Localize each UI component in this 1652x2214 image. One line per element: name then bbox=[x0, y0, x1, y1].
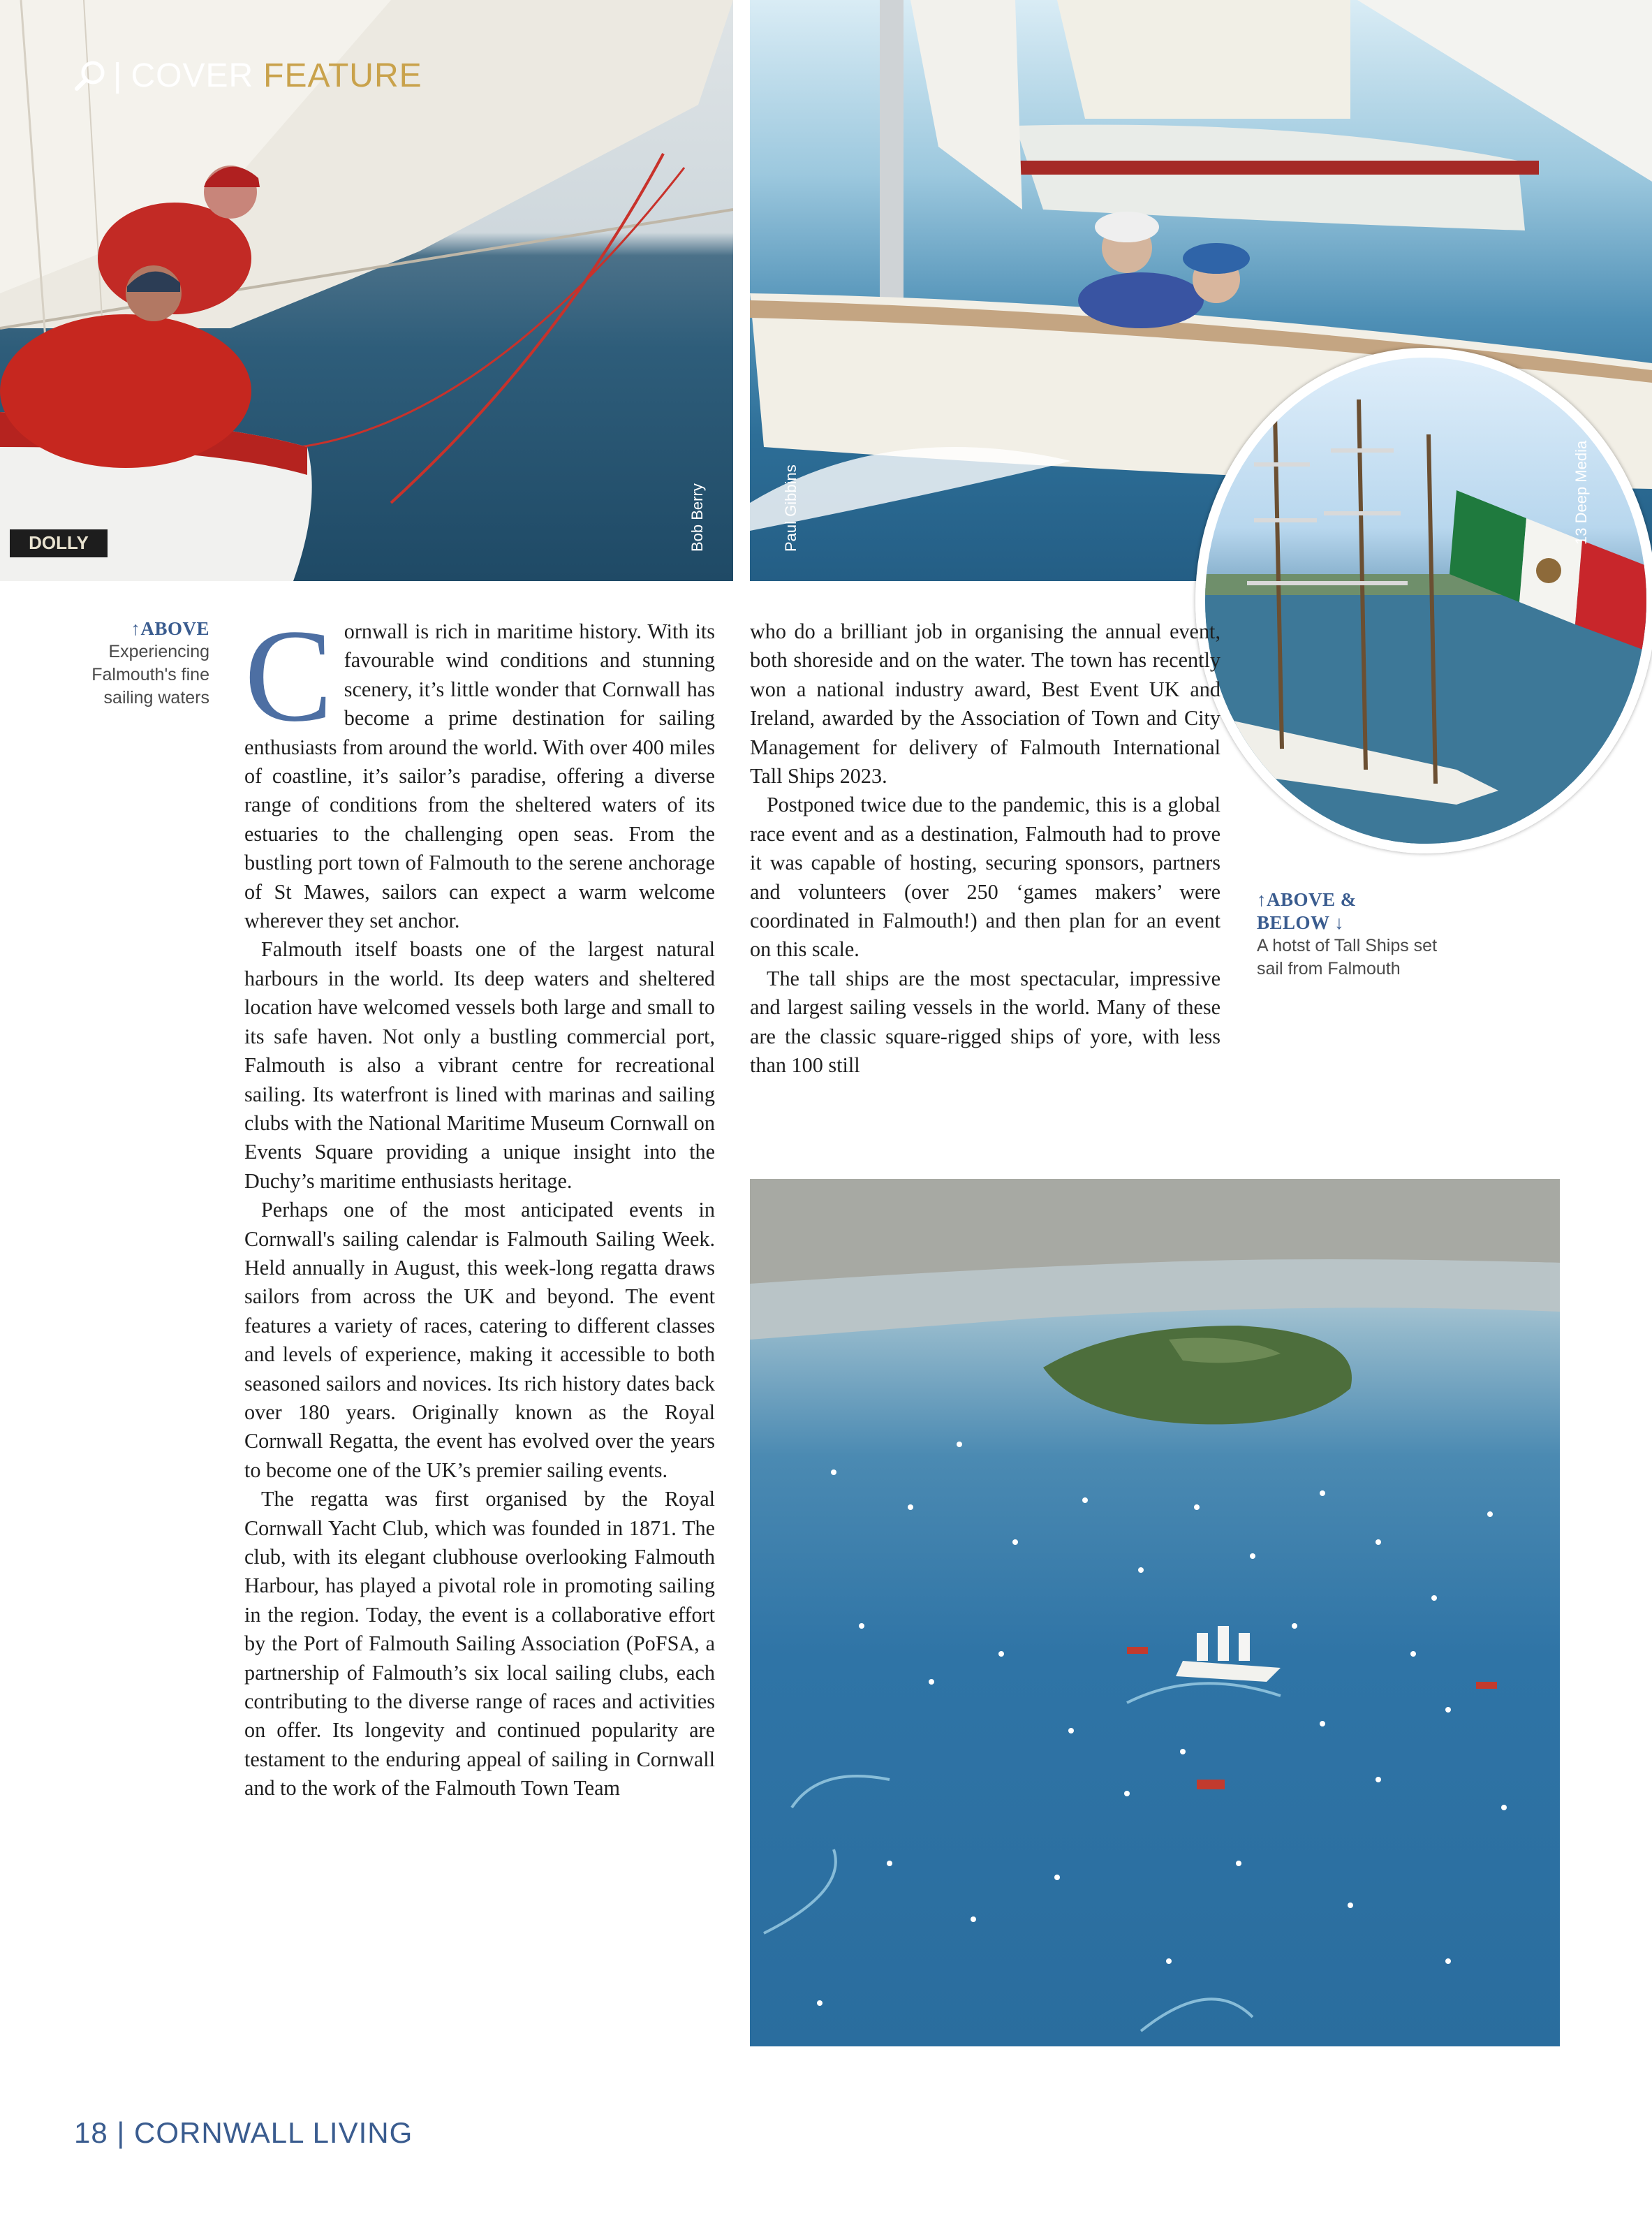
arrow-down-icon: ↓ bbox=[1329, 912, 1345, 933]
photo-credit-13-deep-media: 13 Deep Media bbox=[1572, 440, 1590, 545]
caption-left-head: ABOVE bbox=[140, 618, 209, 639]
header-separator: | bbox=[113, 57, 123, 94]
article-column-1 bbox=[244, 603, 715, 1803]
caption-right-head-2: BELOW bbox=[1257, 912, 1330, 933]
photo-tall-ship-mexican-flag bbox=[1195, 348, 1652, 853]
article-paragraph: The regatta was first organised by the Royal Cornwall Yacht Club, which was founded in 1871. The club, with its elegant clubhouse overlooking Falmouth Harbour, has played a pivotal role in promoting sailing in the region. Today, the event is a collaborative effort by the Port of Falmouth Sailing Association (PoFSA, a partnership of Falmouth’s six local sailing clubs, each contributing to the diverse range of races and activities on offer. Its longevity and continued popularity are testament to the enduring appeal of sailing in Cornwall and to the work of the Falmouth Town Team bbox=[244, 1487, 715, 1801]
photo-aerial-falmouth-harbour bbox=[750, 1179, 1560, 2046]
header-feature-label: FEATURE bbox=[263, 57, 422, 94]
article-paragraph: The tall ships are the most spectacular, impressive and largest sailing vessels in the world. Many of these are the classic square-rigged ships of yore, with less than 100 still bbox=[750, 966, 1220, 1078]
section-header bbox=[74, 54, 422, 96]
article-paragraph: Perhaps one of the most anticipated events in Cornwall's sailing calendar is Falmouth Sailing Week. Held annually in August, this week-long regatta draws sailors from across the UK and beyond. The event features a variety of races, catering to different classes and levels of experience, making it accessible to both seasoned sailors and novices. Its rich history dates back over 180 years. Originally known as the Royal Cornwall Regatta, the event has evolved over the years to become one of the UK’s premier sailing events. bbox=[244, 1198, 715, 1482]
article-paragraph: Cornwall is rich in maritime history. With its favourable wind conditions and stunning scenery, it’s little wonder that Cornwall has become a prime destination for sailing enthusiasts from around the world. With over 400 miles of coastline, it’s sailor’s paradise, offering a diverse range of conditions from the sheltered waters of its estuaries to the challenging open seas. From the bustling port town of Falmouth to the serene anchorage of St Mawes, sailors can expect a warm welcome wherever they set anchor. bbox=[244, 603, 715, 933]
article-paragraph: Falmouth itself boasts one of the largest natural harbours in the world. Its deep waters and sheltered location have welcomed vessels both large and small to its safe haven. Not only a bustling commercial port, Falmouth is also a vibrant centre for recreational sailing. Its waterfront is lined with marinas and sailing clubs with the National Maritime Museum Cornwall on Events Square providing a unique insight into the Duchy’s maritime enthusiasts heritage. bbox=[244, 937, 715, 1193]
boat-nameplate: DOLLY bbox=[29, 532, 89, 553]
article-column-2 bbox=[750, 617, 1220, 1080]
publication-name: CORNWALL LIVING bbox=[133, 2116, 413, 2149]
arrow-up-icon: ↑ bbox=[131, 618, 141, 639]
article-paragraph: Postponed twice due to the pandemic, this is a global race event and as a destination, Falmouth had to prove it was capable of hosting, securing sponsors, partners and volunteers (over 250 ‘games makers’ were coordinated in Falmouth!) and then plan for an event on this scale. bbox=[750, 793, 1220, 962]
article-paragraph: who do a brilliant job in organising the annual event, both shoreside and on the water. The town has recently won a national industry award, Best Event UK and Ireland, awarded by the Association of Town and City Management for delivery of Falmouth International Tall Ships 2023. bbox=[750, 620, 1220, 789]
caption-left-text: Experiencing Falmouth's fine sailing waters bbox=[91, 642, 209, 708]
caption-right-text: A hotst of Tall Ships set sail from Falmouth bbox=[1257, 936, 1438, 978]
arrow-up-icon: ↑ bbox=[1257, 889, 1267, 910]
drop-cap: C bbox=[244, 603, 333, 749]
caption-left bbox=[70, 617, 209, 710]
caption-right bbox=[1257, 888, 1466, 981]
header-section-label: COVER bbox=[131, 57, 254, 94]
photo-credit-paul-gibbins: Paul Gibbins bbox=[782, 464, 799, 552]
footer-separator: | bbox=[117, 2116, 126, 2149]
page-number: 18 bbox=[74, 2116, 108, 2149]
caption-right-head-1: ABOVE & bbox=[1267, 889, 1357, 910]
page-footer bbox=[74, 2116, 413, 2150]
photo-credit-bob-berry: Bob Berry bbox=[688, 483, 706, 552]
magnifier-icon bbox=[74, 59, 106, 91]
